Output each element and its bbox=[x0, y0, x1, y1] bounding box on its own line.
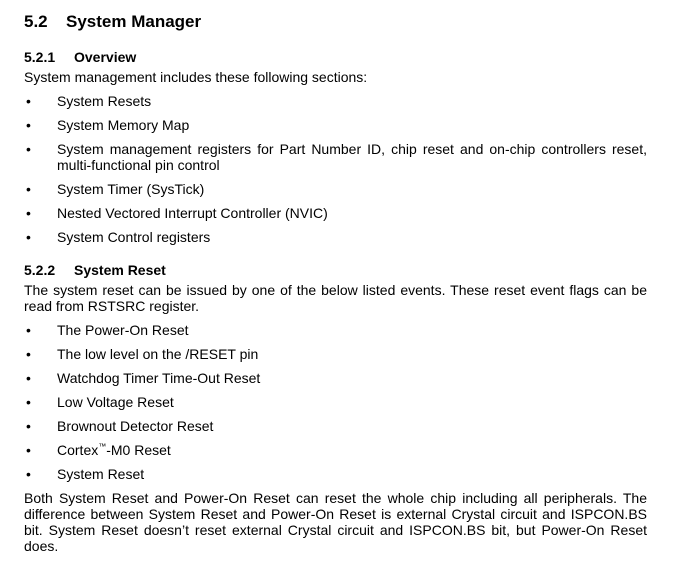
bullet-marker: • bbox=[26, 370, 31, 386]
list-item-text: Brownout Detector Reset bbox=[57, 418, 214, 434]
bullet-marker: • bbox=[26, 346, 31, 362]
bullet-marker: • bbox=[26, 141, 31, 157]
list-item bbox=[24, 181, 647, 197]
list-item bbox=[24, 322, 647, 338]
bullet-marker: • bbox=[26, 322, 31, 338]
list-item-text: System Timer (SysTick) bbox=[57, 181, 205, 197]
overview-intro: System management includes these following sections: bbox=[24, 69, 368, 85]
list-item bbox=[24, 418, 647, 434]
overview-heading bbox=[24, 49, 136, 65]
list-item-text: System Resets bbox=[57, 93, 152, 109]
overview-number: 5.2.1 bbox=[24, 49, 56, 65]
list-item bbox=[24, 394, 647, 410]
bullet-marker: • bbox=[26, 117, 31, 133]
list-item-text: System Reset bbox=[57, 466, 145, 482]
bullet-marker: • bbox=[26, 93, 31, 109]
list-item-text: Nested Vectored Interrupt Controller (NVIC) bbox=[57, 205, 328, 221]
system-reset-closing: Both System Reset and Power-On Reset can reset the whole chip including all peripherals. The difference between System Reset and Power-On Reset is external Crystal circuit and ISPCON.BS bit. System Reset doesn’t reset external Crystal circuit and ISPCON.BS bit, but Power-On Reset does. bbox=[24, 490, 647, 554]
list-item bbox=[24, 346, 647, 362]
section-heading bbox=[24, 12, 201, 32]
list-item-text: Watchdog Timer Time-Out Reset bbox=[57, 370, 261, 386]
list-item bbox=[24, 93, 647, 109]
list-item bbox=[24, 466, 647, 482]
system-reset-heading bbox=[24, 262, 166, 278]
list-item-text: System management registers for Part Number ID, chip reset and on-chip controllers reset, multi-functional pin control bbox=[57, 141, 647, 173]
cortex-suffix: -M0 Reset bbox=[106, 442, 171, 458]
list-item bbox=[24, 370, 647, 386]
list-item bbox=[24, 205, 647, 221]
bullet-marker: • bbox=[26, 205, 31, 221]
cortex-label: Cortex bbox=[57, 442, 99, 458]
list-item-text bbox=[57, 442, 647, 458]
list-item-text: System Memory Map bbox=[57, 117, 190, 133]
list-item bbox=[24, 141, 647, 173]
section-number: 5.2 bbox=[24, 12, 48, 31]
list-item-text: The Power-On Reset bbox=[57, 322, 189, 338]
system-reset-intro: The system reset can be issued by one of the below listed events. These reset event flags can be read from RSTSRC register. bbox=[24, 282, 647, 314]
overview-title: Overview bbox=[74, 49, 137, 65]
bullet-marker: • bbox=[26, 181, 31, 197]
list-item bbox=[24, 442, 647, 458]
bullet-marker: • bbox=[26, 394, 31, 410]
bullet-marker: • bbox=[26, 229, 31, 245]
list-item-text: Low Voltage Reset bbox=[57, 394, 174, 410]
bullet-marker: • bbox=[26, 466, 31, 482]
list-item bbox=[24, 229, 647, 245]
list-item bbox=[24, 117, 647, 133]
system-reset-number: 5.2.2 bbox=[24, 262, 56, 278]
trademark-symbol: ™ bbox=[98, 442, 107, 451]
list-item-text: System Control registers bbox=[57, 229, 211, 245]
bullet-marker: • bbox=[26, 418, 31, 434]
system-reset-title: System Reset bbox=[74, 262, 166, 278]
section-title: System Manager bbox=[66, 12, 202, 31]
list-item-text: The low level on the /RESET pin bbox=[57, 346, 259, 362]
bullet-marker: • bbox=[26, 442, 31, 458]
